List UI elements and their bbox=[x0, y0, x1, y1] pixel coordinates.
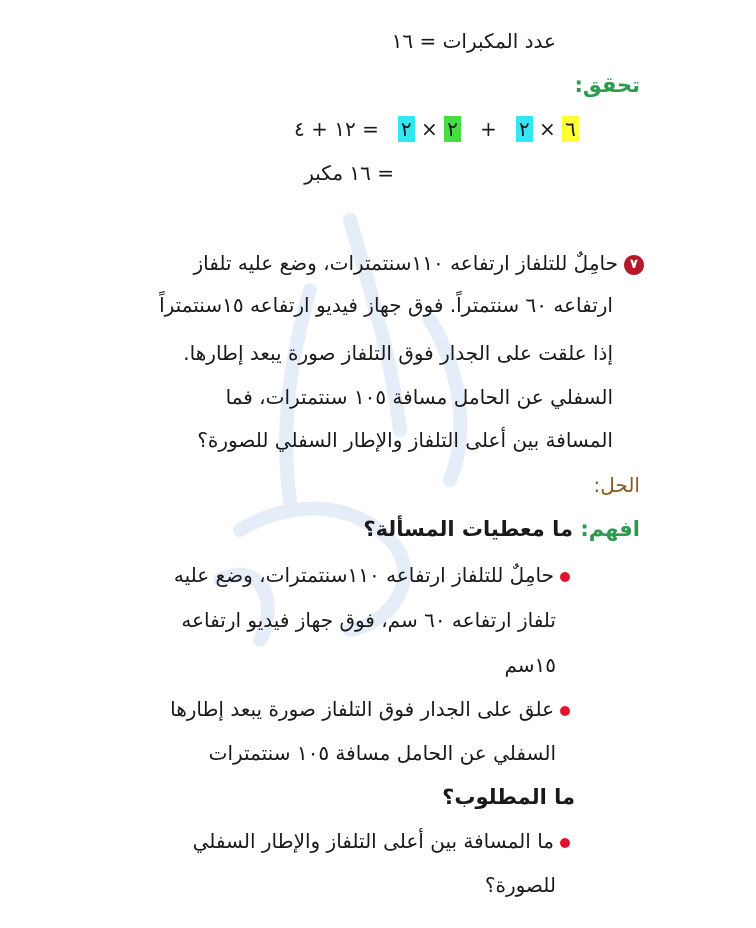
problem-line-4: السفلي عن الحامل مسافة ١٠٥ سنتمترات، فما bbox=[225, 385, 613, 409]
eq-times-1: × bbox=[538, 117, 556, 141]
eq-rest: = ١٢ + ٤ bbox=[294, 117, 379, 141]
eq-term-1: ٦ bbox=[562, 116, 579, 142]
bullet-dot bbox=[560, 838, 570, 848]
problem-line-5: المسافة بين أعلى التلفاز والإطار السفلي للصورة؟ bbox=[197, 428, 613, 452]
problem-line-2: ارتفاعه ٦٠ سنتمتراً. فوق جهاز فيديو ارتفاعه ١٥سنتمتراً bbox=[159, 293, 613, 317]
solution-label: الحل: bbox=[593, 473, 640, 497]
bullet-1-line-2: تلفاز ارتفاعه ٦٠ سم، فوق جهاز فيديو ارتفاعه bbox=[181, 608, 556, 632]
problem-number-badge: ٧ bbox=[624, 255, 644, 275]
problem-line-1: ٧حامِلٌ للتلفاز ارتفاعه ١١٠سنتمترات، وضع عليه تلفاز bbox=[193, 248, 644, 278]
verify-equation bbox=[294, 114, 579, 144]
eq-term-3: ٢ bbox=[444, 116, 461, 142]
understand-heading bbox=[363, 514, 640, 544]
required-heading: ما المطلوب؟ bbox=[442, 785, 575, 809]
bullet-dot bbox=[560, 706, 570, 716]
eq-term-4: ٢ bbox=[398, 116, 415, 142]
verify-heading: تحقق: bbox=[574, 73, 640, 97]
understand-question: ما معطيات المسألة؟ bbox=[363, 517, 573, 541]
bullet-1-line-3: ١٥سم bbox=[504, 653, 556, 677]
cube-count-line: عدد المكبرات = ١٦ bbox=[391, 29, 556, 53]
bullet-dot bbox=[560, 572, 570, 582]
eq-term-2: ٢ bbox=[516, 116, 533, 142]
bullet-2-line-1: علق على الجدار فوق التلفاز صورة يبعد إطارها bbox=[170, 694, 570, 724]
eq-times-2: × bbox=[421, 117, 438, 141]
bullet-2-line-2: السفلي عن الحامل مسافة ١٠٥ سنتمترات bbox=[208, 741, 556, 765]
problem-line-3: إذا علقت على الجدار فوق التلفاز صورة يبعد إطارها. bbox=[183, 341, 613, 365]
bullet-3-line-1: ما المسافة بين أعلى التلفاز والإطار السفلي bbox=[193, 826, 570, 856]
eq-plus: + bbox=[479, 117, 497, 141]
bullet-1-line-1: حامِلٌ للتلفاز ارتفاعه ١١٠سنتمترات، وضع عليه bbox=[174, 560, 570, 590]
understand-label: افهم: bbox=[580, 517, 640, 541]
verify-result: = ١٦ مكبر bbox=[304, 161, 394, 185]
bullet-3-line-2: للصورة؟ bbox=[484, 873, 556, 897]
